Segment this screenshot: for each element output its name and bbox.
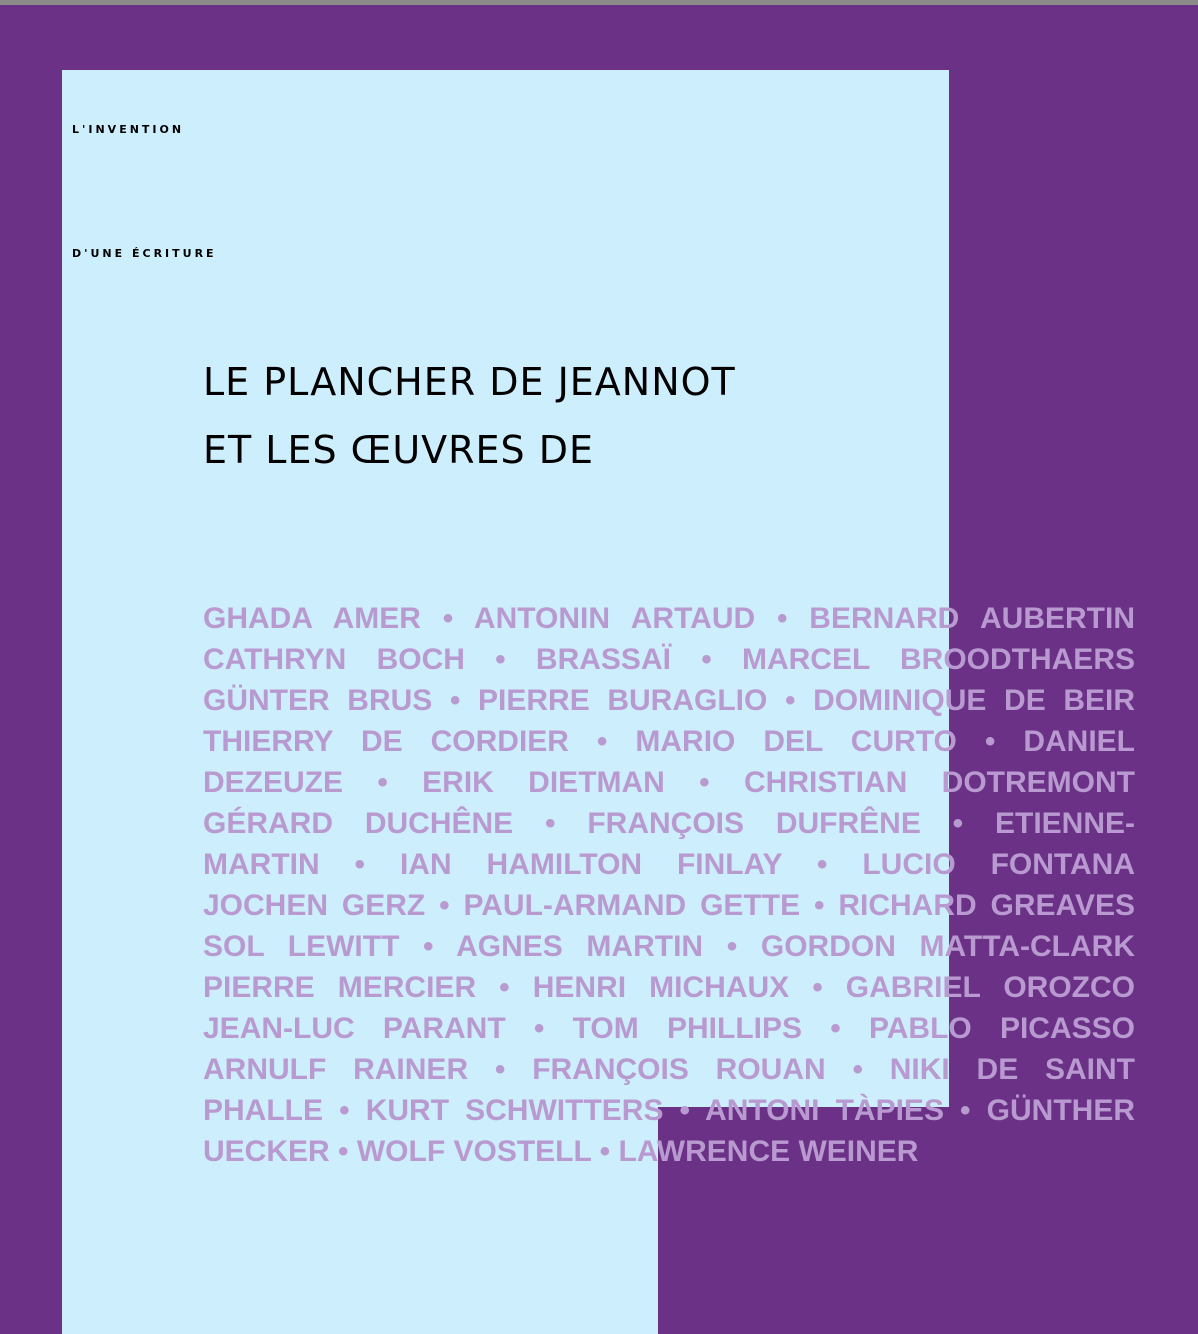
subtitle-line-1: LE PLANCHER DE JEANNOT (203, 360, 736, 404)
artist-list-line: UECKER • WOLF VOSTELL • LAWRENCE WEINER (203, 1135, 919, 1168)
artist-list-line: SOL LEWITT • AGNES MARTIN • GORDON MATTA-CLARK (203, 930, 1135, 963)
artist-list-line: GÜNTER BRUS • PIERRE BURAGLIO • DOMINIQUE DE BEIR (203, 684, 1135, 717)
artist-list-line: ARNULF RAINER • FRANÇOIS ROUAN • NIKI DE SAINT (203, 1053, 1135, 1086)
artist-list-line: JOCHEN GERZ • PAUL-ARMAND GETTE • RICHARD GREAVES (203, 889, 1135, 922)
artist-list-line: GHADA AMER • ANTONIN ARTAUD • BERNARD AUBERTIN (203, 602, 1135, 635)
artist-list-line: PIERRE MERCIER • HENRI MICHAUX • GABRIEL OROZCO (203, 971, 1135, 1004)
top-border-line (0, 0, 1198, 5)
artist-list-line: THIERRY DE CORDIER • MARIO DEL CURTO • DANIEL (203, 725, 1135, 758)
artist-list-line: PHALLE • KURT SCHWITTERS • ANTONI TÀPIES • GÜNTHER (203, 1094, 1135, 1127)
title-line-1: L'INVENTION (72, 123, 185, 136)
artist-list-line: JEAN-LUC PARANT • TOM PHILLIPS • PABLO PICASSO (203, 1012, 1135, 1045)
artist-list-line: DEZEUZE • ERIK DIETMAN • CHRISTIAN DOTREMONT (203, 766, 1135, 799)
artist-list (203, 598, 1135, 1172)
artist-list-line: MARTIN • IAN HAMILTON FINLAY • LUCIO FONTANA (203, 848, 1135, 881)
artist-list-line: GÉRARD DUCHÊNE • FRANÇOIS DUFRÊNE • ETIENNE- (203, 807, 1135, 840)
subtitle-line-2: ET LES ŒUVRES DE (203, 428, 595, 472)
title-line-2: D'UNE ÉCRITURE (72, 247, 217, 260)
artist-list-line: CATHRYN BOCH • BRASSAÏ • MARCEL BROODTHAERS (203, 643, 1135, 676)
